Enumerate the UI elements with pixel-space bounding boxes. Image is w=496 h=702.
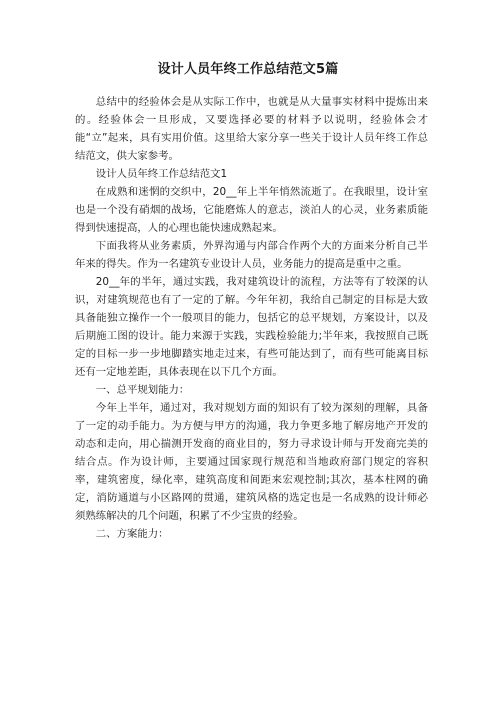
paragraph: 今年上半年，通过对，我对规划方面的知识有了较为深刻的理解，具备了一定的动手能力。为方便与甲方的沟通，我力争更多地了解房地产开发的动态和走向，用心揣测开发商的商业目的，努力寻求设计师与开发商完美的结合点。作为设计师，主要通过国家现行规范和当地政府部门规定的容积率，建筑密度，绿化率，建筑高度和间距来宏观控制;其次，基本柱网的确定，消防通道与小区路网的贯通，建筑风格的选定也是一名成熟的设计师必须熟练解决的几个问题，积累了不少宝贵的经验。	[75, 402, 428, 522]
paragraph: 下面我将从业务素质，外界沟通与内部合作两个大的方面来分析自己半年来的得失。作为一名建筑专业设计人员，业务能力的提高是重中之重。	[75, 240, 428, 270]
section-heading: 一、总平规划能力：	[95, 384, 190, 396]
paragraph-intro: 总结中的经验体会是从实际工作中，也就是从大量事实材料中提炼出来的。经验体会一旦形成，又要选择必要的材料予以说明，经验体会才能“立”起来，具有实用价值。这里给大家分享一些关于设计人员年终工作总结范文，供大家参考。	[75, 96, 428, 162]
paragraph: 20__年的半年，通过实践，我对建筑设计的流程，方法等有了较深的认识，对建筑规范也有了一定的了解。今年年初，我给自己制定的目标是大致具备能独立操作一个一般项目的能力，包括它的总平规划，方案设计，以及后期施工图的设计。能力来源于实践，实践检验能力;半年来，我按照自己既定的目标一步一步地脚踏实地走过来，有些可能达到了，而有些可能离目标还有一定地差距，具体表现在以下几个方面。	[75, 276, 428, 378]
paragraph-subtitle: 设计人员年终工作总结范文1	[95, 168, 228, 180]
paragraph: 在成熟和迷惘的交织中，20__年上半年悄然流逝了。在我眼里，设计室也是一个没有硝烟的战场，它能磨炼人的意志，淡泊人的心灵，业务素质能得到快速提高，人的心理也能快速成熟起来。	[75, 186, 428, 234]
section-heading: 二、方案能力：	[95, 528, 169, 540]
document-title: 设计人员年终工作总结范文5篇	[157, 62, 339, 77]
document-body	[75, 93, 428, 543]
